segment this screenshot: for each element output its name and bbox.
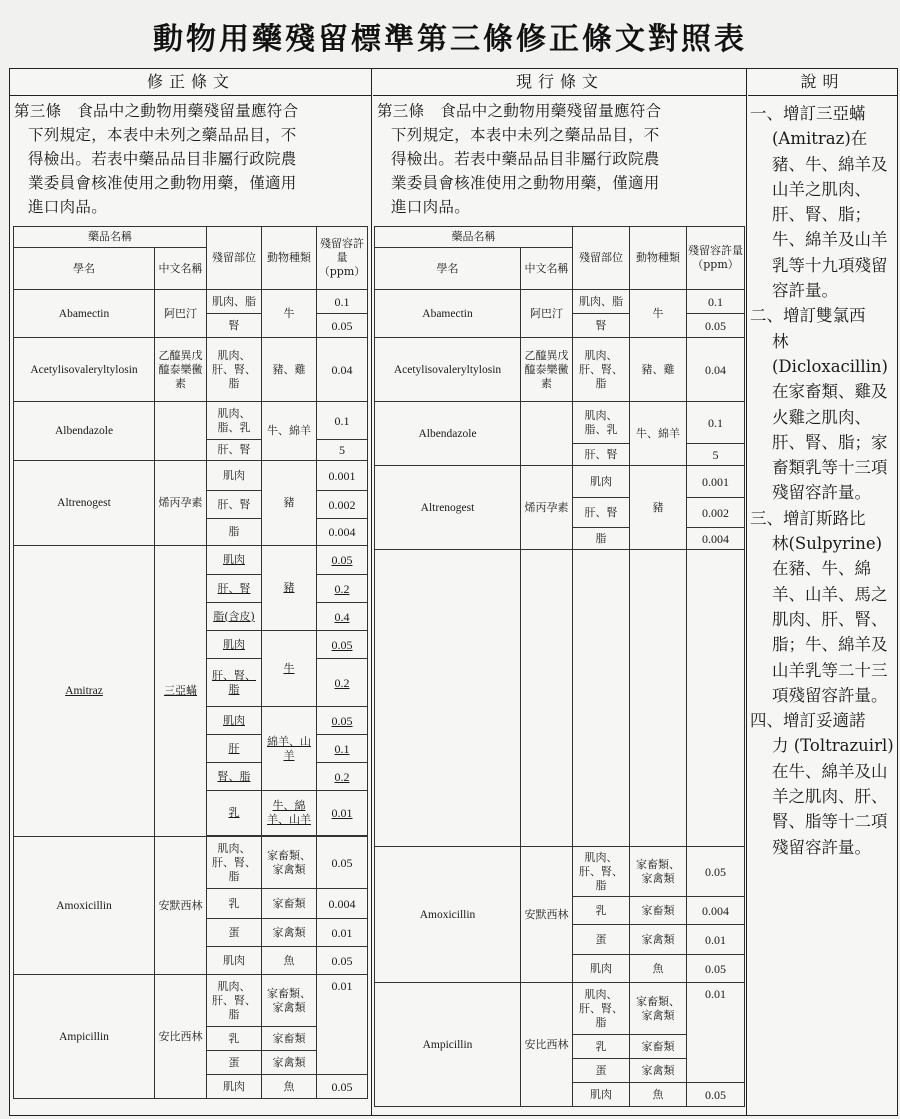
tolerance-value: 0.1 — [317, 735, 368, 763]
header-notes: 說明 — [748, 69, 897, 96]
tolerance-value: 0.1 — [687, 402, 745, 444]
residue-part: 蛋 — [207, 1051, 262, 1075]
drug-cn-name — [521, 402, 573, 466]
animal-species: 豬、雞 — [630, 338, 687, 402]
animal-species: 家畜類、家禽類 — [262, 975, 317, 1027]
residue-part: 肌肉 — [207, 1075, 262, 1099]
tolerance-value: 0.05 — [317, 546, 368, 575]
residue-part: 肌肉、肝、腎、脂 — [207, 837, 262, 889]
current-residue-table — [374, 226, 745, 1107]
tolerance-value: 0.04 — [317, 338, 368, 402]
tolerance-value: 0.1 — [687, 290, 745, 314]
residue-part: 肌肉、脂、乳 — [573, 402, 630, 444]
note-body: 林(Sulpyrine)在豬、牛、綿羊、山羊、馬之肌肉、肝、腎、脂；牛、綿羊及山羊乳等二十三項殘留容許量。 — [772, 534, 888, 705]
drug-sci-name: Acetylisovaleryltylosin — [14, 338, 155, 402]
column-divider — [371, 69, 372, 1115]
intro-line: 得檢出。若表中藥品品目非屬行政院農 — [391, 150, 660, 168]
animal-species: 牛 — [630, 290, 687, 338]
animal-species: 牛 — [262, 290, 317, 338]
residue-part: 腎、脂 — [207, 763, 262, 791]
residue-part: 肌肉 — [207, 947, 262, 975]
note-item — [750, 708, 896, 860]
tolerance-value: 0.05 — [317, 314, 368, 338]
animal-species: 家禽類 — [630, 1059, 687, 1083]
drug-sci-name: Albendazole — [375, 402, 521, 466]
residue-part: 肌肉、肝、腎、脂 — [573, 983, 630, 1035]
drug-sci-name: Abamectin — [14, 290, 155, 338]
tolerance-value: 0.04 — [687, 338, 745, 402]
empty-cell — [375, 550, 521, 847]
column-divider — [746, 69, 747, 1115]
intro-line: 得檢出。若表中藥品品目非屬行政院農 — [28, 150, 297, 168]
residue-part: 肌肉 — [207, 631, 262, 659]
intro-line: 下列規定，本表中未列之藥品品目，不 — [391, 126, 660, 144]
tolerance-header: 殘留容許量（ppm） — [317, 227, 368, 290]
intro-line: 第三條 食品中之動物用藥殘留量應符合 — [14, 102, 299, 120]
drug-cn-name: 阿巴汀 — [521, 290, 573, 338]
intro-line: 下列規定，本表中未列之藥品品目，不 — [28, 126, 297, 144]
intro-line: 業委員會核准使用之動物用藥，僅適用 — [28, 174, 297, 192]
drug-name-header: 藥品名稱 — [14, 227, 207, 248]
note-item — [750, 101, 896, 303]
animal-species: 豬 — [630, 466, 687, 550]
residue-part: 肝、腎 — [207, 440, 262, 461]
drug-cn-name: 阿巴汀 — [155, 290, 207, 338]
empty-cell — [630, 550, 687, 847]
tolerance-value: 0.004 — [317, 889, 368, 919]
residue-part: 乳 — [207, 1027, 262, 1051]
tolerance-value: 0.002 — [687, 498, 745, 528]
note-item — [750, 303, 896, 505]
tolerance-value: 5 — [687, 444, 745, 466]
tolerance-value: 0.4 — [317, 603, 368, 631]
animal-species: 家畜類 — [262, 1027, 317, 1051]
residue-part: 肝、腎 — [573, 498, 630, 528]
residue-part: 蛋 — [573, 1059, 630, 1083]
intro-line: 進口肉品。 — [391, 198, 471, 216]
animal-species: 牛、綿羊 — [630, 402, 687, 466]
animal-species: 魚 — [630, 1083, 687, 1107]
note-item — [750, 506, 896, 708]
drug-sci-name: Ampicillin — [14, 975, 155, 1099]
revised-intro — [14, 99, 370, 219]
drug-sci-name: Albendazole — [14, 402, 155, 461]
residue-part: 肌肉 — [207, 707, 262, 735]
drug-sci-name: Altrenogest — [14, 461, 155, 546]
residue-part: 肌肉、肝、腎、脂 — [207, 338, 262, 402]
tolerance-value: 0.004 — [317, 519, 368, 546]
tolerance-value: 0.05 — [317, 947, 368, 975]
tolerance-value: 0.2 — [317, 763, 368, 791]
residue-part: 肌肉、肝、腎、脂 — [573, 338, 630, 402]
residue-part: 肌肉 — [573, 1083, 630, 1107]
tolerance-value: 0.05 — [317, 631, 368, 659]
drug-cn-name: 三亞蟎 — [155, 546, 207, 837]
drug-sci-name: Ampicillin — [375, 983, 521, 1107]
species-header: 動物種類 — [630, 227, 687, 290]
animal-species: 家畜類 — [262, 889, 317, 919]
animal-species: 家禽類 — [262, 1051, 317, 1075]
residue-part: 腎 — [573, 314, 630, 338]
animal-species: 魚 — [630, 955, 687, 983]
drug-cn-name — [155, 402, 207, 461]
note-heading: 二、增訂雙氯西 — [750, 306, 866, 326]
animal-species: 牛、綿羊、山羊 — [262, 791, 317, 836]
drug-cn-name: 乙醯異戊醯泰樂黴素 — [521, 338, 573, 402]
residue-part: 肌肉 — [207, 461, 262, 491]
residue-part: 肌肉、脂 — [207, 290, 262, 314]
header-revised: 修正條文 — [10, 69, 372, 96]
animal-species: 牛、綿羊 — [262, 402, 317, 461]
tolerance-value: 0.01 — [687, 925, 745, 955]
residue-part: 肝、腎 — [573, 444, 630, 466]
animal-species: 牛 — [262, 631, 317, 707]
tolerance-value: 0.05 — [687, 955, 745, 983]
empty-cell — [687, 550, 745, 847]
drug-sci-name: Altrenogest — [375, 466, 521, 550]
tolerance-value: 0.001 — [317, 461, 368, 491]
drug-cn-name: 安默西林 — [521, 847, 573, 983]
residue-part: 肝、腎 — [207, 491, 262, 519]
animal-species: 豬 — [262, 461, 317, 546]
animal-species: 綿羊、山羊 — [262, 707, 317, 791]
residue-part: 脂 — [573, 528, 630, 550]
animal-species: 家畜類、家禽類 — [262, 837, 317, 889]
tolerance-value: 0.01 — [317, 975, 368, 1075]
residue-part: 腎 — [207, 314, 262, 338]
animal-species: 家畜類、家禽類 — [630, 983, 687, 1035]
drug-cn-name: 烯丙孕素 — [155, 461, 207, 546]
residue-part: 肌肉、肝、腎、脂 — [573, 847, 630, 897]
tolerance-value: 0.001 — [687, 466, 745, 498]
intro-line: 業委員會核准使用之動物用藥，僅適用 — [391, 174, 660, 192]
comparison-table-sheet — [9, 68, 898, 1116]
residue-part: 乳 — [573, 1035, 630, 1059]
drug-sci-name: Abamectin — [375, 290, 521, 338]
tolerance-value: 0.004 — [687, 897, 745, 925]
revised-residue-table — [13, 226, 368, 1099]
note-heading: 三、增訂斯路比 — [750, 508, 866, 528]
current-intro — [377, 99, 743, 219]
tolerance-value: 5 — [317, 440, 368, 461]
residue-part: 肌肉 — [573, 466, 630, 498]
tolerance-value: 0.2 — [317, 659, 368, 707]
tolerance-value: 0.05 — [317, 1075, 368, 1099]
tolerance-value: 0.05 — [687, 1083, 745, 1107]
chinese-header: 中文名稱 — [155, 248, 207, 290]
tolerance-value: 0.2 — [317, 575, 368, 603]
drug-cn-name: 安比西林 — [521, 983, 573, 1107]
residue-part: 脂 — [207, 519, 262, 546]
tolerance-value: 0.004 — [687, 528, 745, 550]
drug-sci-name: Acetylisovaleryltylosin — [375, 338, 521, 402]
tolerance-value: 0.1 — [317, 290, 368, 314]
scientific-header: 學名 — [375, 248, 521, 290]
notes-column — [750, 101, 896, 860]
residue-part: 肌肉 — [207, 546, 262, 575]
drug-name-header: 藥品名稱 — [375, 227, 573, 248]
residue-part: 乳 — [207, 889, 262, 919]
residue-part: 肝 — [207, 735, 262, 763]
tolerance-value: 0.05 — [317, 707, 368, 735]
intro-line: 進口肉品。 — [28, 198, 108, 216]
residue-part: 肌肉、脂 — [573, 290, 630, 314]
animal-species: 家畜類、家禽類 — [630, 847, 687, 897]
tolerance-value: 0.002 — [317, 491, 368, 519]
header-current: 現行條文 — [373, 69, 747, 96]
residue-part: 蛋 — [207, 919, 262, 947]
residue-part: 肌肉 — [573, 955, 630, 983]
note-body: 林 (Dicloxacillin)在家畜類、雞及火雞之肌肉、肝、腎、脂；家畜類乳等十三項殘留容許量。 — [772, 331, 888, 503]
note-heading: 四、增訂妥適諾 — [750, 711, 866, 731]
animal-species: 家禽類 — [262, 919, 317, 947]
animal-species: 家畜類 — [630, 897, 687, 925]
tolerance-value: 0.01 — [317, 919, 368, 947]
tolerance-value: 0.05 — [317, 837, 368, 889]
residue-part: 乳 — [573, 897, 630, 925]
residue-part: 肌肉、肝、腎、脂 — [207, 975, 262, 1027]
drug-sci-name: Amitraz — [14, 546, 155, 837]
residue-part: 脂(含皮) — [207, 603, 262, 631]
animal-species: 魚 — [262, 947, 317, 975]
tolerance-value: 0.05 — [687, 314, 745, 338]
tolerance-value: 0.01 — [687, 983, 745, 1083]
residue-part: 肝、腎、脂 — [207, 659, 262, 707]
chinese-header: 中文名稱 — [521, 248, 573, 290]
animal-species: 豬 — [262, 546, 317, 631]
species-header: 動物種類 — [262, 227, 317, 290]
drug-cn-name: 安比西林 — [155, 975, 207, 1099]
residue-part: 肝、腎 — [207, 575, 262, 603]
animal-species: 家禽類 — [630, 925, 687, 955]
intro-line: 第三條 食品中之動物用藥殘留量應符合 — [377, 102, 662, 120]
tolerance-value: 0.01 — [317, 791, 368, 836]
part-header: 殘留部位 — [573, 227, 630, 290]
note-body: 力 (Toltrazuirl)在牛、綿羊及山羊之肌肉、肝、腎、脂等十二項殘留容許量。 — [772, 736, 894, 857]
animal-species: 家畜類 — [630, 1035, 687, 1059]
residue-part: 肌肉、脂、乳 — [207, 402, 262, 440]
drug-sci-name: Amoxicillin — [375, 847, 521, 983]
drug-cn-name: 乙醯異戊醯泰樂黴素 — [155, 338, 207, 402]
drug-sci-name: Amoxicillin — [14, 837, 155, 975]
page-title: 動物用藥殘留標準第三條修正條文對照表 — [153, 22, 747, 57]
animal-species: 魚 — [262, 1075, 317, 1099]
scientific-header: 學名 — [14, 248, 155, 290]
empty-cell — [573, 550, 630, 847]
empty-cell — [521, 550, 573, 847]
residue-part: 乳 — [207, 791, 262, 836]
tolerance-value: 0.1 — [317, 402, 368, 440]
residue-part: 蛋 — [573, 925, 630, 955]
note-heading: 一、增訂三亞蟎 — [750, 104, 866, 123]
drug-cn-name: 烯丙孕素 — [521, 466, 573, 550]
part-header: 殘留部位 — [207, 227, 262, 290]
note-body: (Amitraz)在豬、牛、綿羊及山羊之肌肉、肝、腎、脂；牛、綿羊及山羊乳等十九項殘留容許量。 — [772, 129, 888, 301]
animal-species: 豬、雞 — [262, 338, 317, 402]
tolerance-header: 殘留容許量（ppm） — [687, 227, 745, 290]
tolerance-value: 0.05 — [687, 847, 745, 897]
drug-cn-name: 安默西林 — [155, 837, 207, 975]
